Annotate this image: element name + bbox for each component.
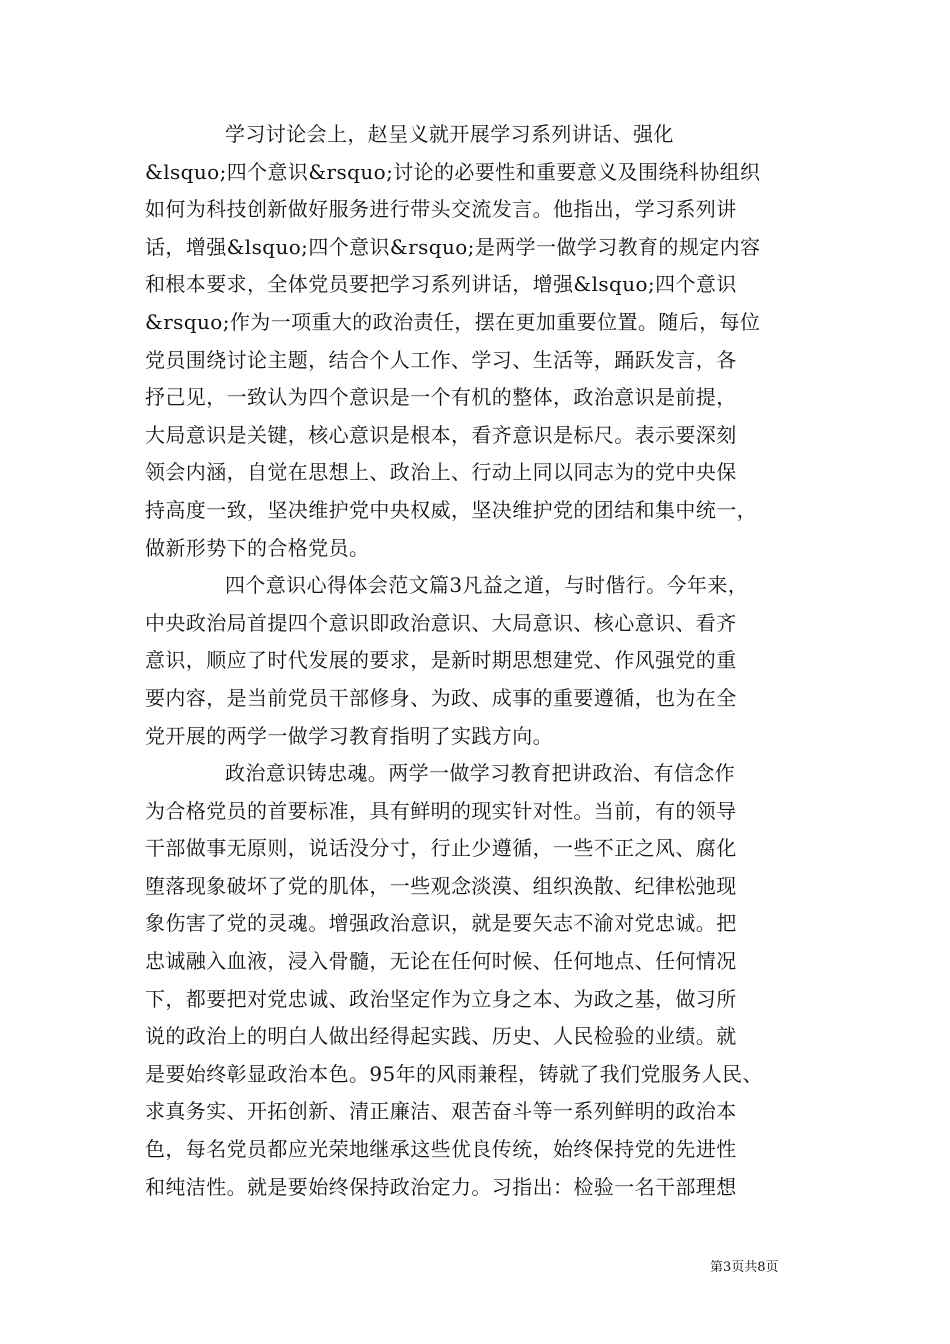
- text-line: 如何为科技创新做好服务进行带头交流发言。他指出，学习系列讲: [145, 197, 737, 222]
- text-line: 下，都要把对党忠诚、政治坚定作为立身之本、为政之基，做习所: [145, 986, 737, 1011]
- text-line: 忠诚融入血液，浸入骨髓，无论在任何时候、任何地点、任何情况: [145, 949, 737, 974]
- text-line: &rsquo;作为一项重大的政治责任，摆在更加重要位置。随后，每位: [145, 309, 761, 334]
- text-line: 是要始终彰显政治本色。95年的风雨兼程，铸就了我们党服务人民、: [145, 1061, 763, 1086]
- text-line: 学习讨论会上，赵呈义就开展学习系列讲话、强化: [225, 122, 674, 146]
- text-line: 色，每名党员都应光荣地继承这些优良传统，始终保持党的先进性: [145, 1137, 737, 1162]
- text-line: 中央政治局首提四个意识即政治意识、大局意识、核心意识、看齐: [145, 610, 737, 635]
- text-line: 为合格党员的首要标准，具有鲜明的现实针对性。当前，有的领导: [145, 798, 737, 823]
- text-line: 做新形势下的合格党员。: [145, 535, 370, 560]
- text-line: 堕落现象破坏了党的肌体，一些观念淡漠、组织涣散、纪律松弛现: [145, 873, 737, 898]
- text-line: 政治意识铸忠魂。两学一做学习教育把讲政治、有信念作: [225, 761, 735, 786]
- text-line: &lsquo;四个意识&rsquo;讨论的必要性和重要意义及围绕科协组织: [145, 159, 761, 184]
- document-body: [145, 116, 825, 1206]
- text-line: 领会内涵，自觉在思想上、政治上、行动上同以同志为的党中央保: [145, 460, 737, 485]
- text-line: 意识，顺应了时代发展的要求，是新时期思想建党、作风强党的重: [145, 648, 737, 673]
- text-line: 和根本要求，全体党员要把学习系列讲话，增强&lsquo;四个意识: [145, 272, 737, 297]
- text-line: 大局意识是关键，核心意识是根本，看齐意识是标尺。表示要深刻: [145, 422, 737, 447]
- text-line: 象伤害了党的灵魂。增强政治意识，就是要矢志不渝对党忠诚。把: [145, 911, 737, 936]
- text-line: 和纯洁性。就是要始终保持政治定力。习指出：检验一名干部理想: [145, 1174, 737, 1199]
- text-line: 干部做事无原则，说话没分寸，行止少遵循，一些不正之风、腐化: [145, 836, 737, 861]
- text-line: 四个意识心得体会范文篇3凡益之道，与时偕行。今年来，: [225, 573, 749, 598]
- text-line: 求真务实、开拓创新、清正廉洁、艰苦奋斗等一系列鲜明的政治本: [145, 1099, 737, 1124]
- text-line: 要内容，是当前党员干部修身、为政、成事的重要遵循，也为在全: [145, 685, 737, 710]
- text-line: 话，增强&lsquo;四个意识&rsquo;是两学一做学习教育的规定内容: [145, 234, 761, 259]
- text-line: 抒己见，一致认为四个意识是一个有机的整体，政治意识是前提，: [145, 385, 737, 410]
- text-line: 党开展的两学一做学习教育指明了实践方向。: [145, 723, 553, 748]
- text-line: 党员围绕讨论主题，结合个人工作、学习、生活等，踊跃发言，各: [145, 347, 737, 372]
- page-number-footer: 第3页共8页: [710, 1260, 779, 1275]
- text-line: 持高度一致，坚决维护党中央权威，坚决维护党的团结和集中统一，: [145, 497, 757, 522]
- text-line: 说的政治上的明白人做出经得起实践、历史、人民检验的业绩。就: [145, 1024, 737, 1049]
